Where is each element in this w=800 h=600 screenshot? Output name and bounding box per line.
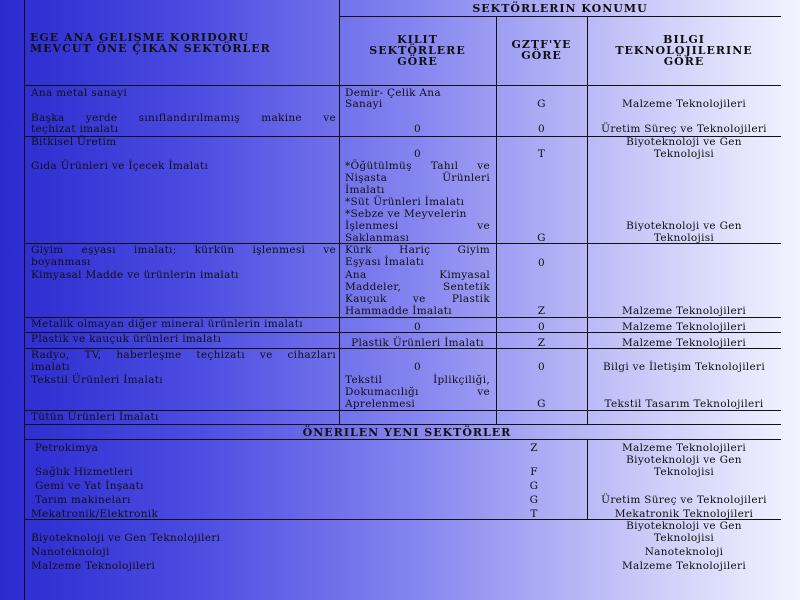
sector-name: Başka yerde sınıflandırılmamış makine ve — [31, 112, 336, 124]
new-sector-name: Sağlık Hizmetleri — [35, 466, 134, 478]
sector-name: Plastik ve kauçuk ürünleri imalatı — [31, 333, 222, 345]
header-bottom-line — [24, 85, 781, 86]
gztf-cell: 0 — [538, 257, 545, 269]
gztf-cell: G — [537, 232, 546, 244]
gztf-cell: G — [537, 398, 546, 410]
col-header-kilit-3: GÖRE — [397, 55, 438, 68]
bilgi-cell: Teknolojisi — [653, 466, 715, 478]
sector-name: Kimyasal Madde ve ürünlerin imalatı — [31, 269, 239, 281]
bilgi-cell: Malzeme Teknolojileri — [621, 321, 746, 333]
sector-name: boyanması — [31, 256, 91, 268]
bilgi-cell: Bilgi ve İletişim Teknolojileri — [602, 361, 766, 373]
kilit-cell: Aprelenmesi — [345, 398, 416, 410]
kilit-cell: *Sebze ve Meyvelerin — [345, 208, 467, 220]
bilgi-cell: Biyoteknoloji ve Gen — [626, 454, 742, 466]
sector-name: Giyim eşyası imalatı; kürkün işlenmesi ve — [31, 244, 336, 256]
sector-name: Tekstil Ürünleri İmalatı — [31, 374, 163, 386]
new-title-line — [24, 439, 781, 440]
gztf-cell: F — [530, 466, 538, 478]
kilit-cell: Demir- Çelik Ana — [345, 87, 441, 99]
sector-name: imalatı — [31, 361, 70, 373]
new-sector-name: Nanoteknoloji — [31, 546, 110, 558]
gztf-cell: Z — [537, 337, 546, 349]
kilit-cell: Ana Kimyasal — [345, 269, 490, 281]
gztf-cell: Z — [537, 305, 546, 317]
gztf-cell: T — [530, 508, 538, 520]
bilgi-cell: Malzeme Teknolojileri — [621, 560, 746, 572]
new-sector-name: Petrokimya — [35, 442, 99, 454]
new-sector-name: Biyoteknoloji ve Gen Teknolojileri — [31, 532, 221, 544]
header-top-line — [339, 16, 781, 17]
kilit-cell: Tekstil İplikçiliği, — [345, 374, 490, 386]
page-title-line-2: MEVCUT ÖNE ÇIKAN SEKTÖRLER — [30, 42, 271, 55]
bilgi-cell: Teknolojisi — [653, 148, 715, 160]
bilgi-cell: Nanoteknoloji — [644, 546, 724, 558]
new-sector-name: Tarım makineları — [35, 494, 131, 506]
kilit-cell: 0 — [414, 321, 421, 333]
kilit-cell: Dokumacılığı ve — [345, 386, 490, 398]
new-sector-name: Mekatronik/Elektronik — [31, 508, 159, 520]
new-sectors-title: ÖNERILEN YENI SEKTÖRLER — [302, 426, 512, 439]
kilit-cell: Eşyası İmalatı — [345, 256, 425, 268]
kilit-cell: *Süt Ürünleri İmalatı — [345, 196, 465, 208]
bilgi-cell: Teknolojisi — [653, 232, 715, 244]
gztf-cell: 0 — [538, 361, 545, 373]
bilgi-cell: Üretim Süreç ve Teknolojileri — [601, 123, 767, 135]
new-sector-name: Gemi ve Yat İnşaatı — [35, 480, 144, 492]
kilit-cell: Hammadde İmalatı — [345, 305, 452, 317]
kilit-cell: Nişasta Ürünleri — [345, 172, 490, 184]
col-header-bilgi-3: GÖRE — [663, 55, 705, 68]
col-header-kilit-2: SEKTÖRLERE — [369, 44, 466, 57]
bilgi-cell: Biyoteknoloji ve Gen — [626, 220, 742, 232]
kilit-cell: Saklanması — [345, 232, 410, 244]
sector-name: Gıda Ürünleri ve İçecek İmalatı — [31, 160, 209, 172]
kilit-cell: Sanayi — [345, 98, 383, 110]
bilgi-cell: Üretim Süreç ve Teknolojileri — [601, 494, 767, 506]
sector-name: Bitkisel Üretim — [31, 136, 117, 148]
sector-name: Radyo, TV, haberleşme teçhizatı ve cihazları — [31, 349, 336, 361]
bilgi-cell: Malzeme Teknolojileri — [621, 305, 746, 317]
bilgi-cell: Malzeme Teknolojileri — [621, 337, 746, 349]
bilgi-cell: Mekatronik Teknolojileri — [614, 508, 754, 520]
col-header-bilgi-2: TEKNOLOJILERINE — [615, 44, 753, 57]
kilit-cell: İşlenmesi ve — [345, 220, 490, 232]
table-left-border — [24, 0, 25, 600]
row-line — [24, 424, 781, 425]
sector-name: Metalik olmayan diğer mineral ürünlerin imalatı — [31, 318, 303, 330]
kilit-cell: 0 — [414, 148, 421, 160]
gztf-cell: G — [529, 480, 539, 492]
col-header-gztf-1: GZTF'YE — [511, 38, 572, 51]
new-sector-name: Malzeme Teknolojileri — [31, 560, 156, 572]
col-header-gztf-2: GÖRE — [521, 49, 562, 62]
bilgi-cell: Biyoteknoloji ve Gen — [626, 520, 742, 532]
bilgi-cell: Biyoteknoloji ve Gen — [626, 136, 742, 148]
bilgi-cell: Malzeme Teknolojileri — [621, 442, 746, 454]
kilit-cell: Maddeler, Sentetik — [345, 281, 490, 293]
section-title: SEKTÖRLERIN KONUMU — [472, 2, 648, 15]
kilit-cell: Kauçuk ve Plastik — [345, 293, 490, 305]
sector-name: Tütün Ürünleri İmalatı — [31, 411, 159, 423]
kilit-cell: *Öğütülmüş Tahıl ve — [345, 160, 490, 172]
sector-name: teçhizat imalatı — [31, 123, 119, 135]
gztf-cell: G — [537, 98, 546, 110]
bilgi-cell: Malzeme Teknolojileri — [621, 98, 746, 110]
kilit-cell: Kürk Hariç Giyim — [345, 244, 490, 256]
gztf-cell: 0 — [538, 123, 545, 135]
col-header-kilit-1: KILIT — [397, 33, 438, 46]
bilgi-cell: Teknolojisi — [653, 532, 715, 544]
bilgi-cell: Tekstil Tasarım Teknolojileri — [604, 398, 764, 410]
kilit-cell: İmalatı — [345, 184, 385, 196]
gztf-cell: Z — [530, 442, 538, 454]
kilit-cell: 0 — [414, 361, 421, 373]
page-title-line-1: EGE ANA GELIŞME KORIDORU — [30, 31, 249, 44]
gztf-cell: G — [529, 494, 539, 506]
gztf-cell: 0 — [538, 321, 545, 333]
kilit-cell: 0 — [414, 123, 421, 135]
sector-name: Ana metal sanayi — [31, 87, 128, 99]
kilit-cell: Plastik Ürünleri İmalatı — [351, 337, 484, 349]
col-header-bilgi-1: BILGI — [663, 33, 705, 46]
gztf-cell: T — [537, 148, 546, 160]
